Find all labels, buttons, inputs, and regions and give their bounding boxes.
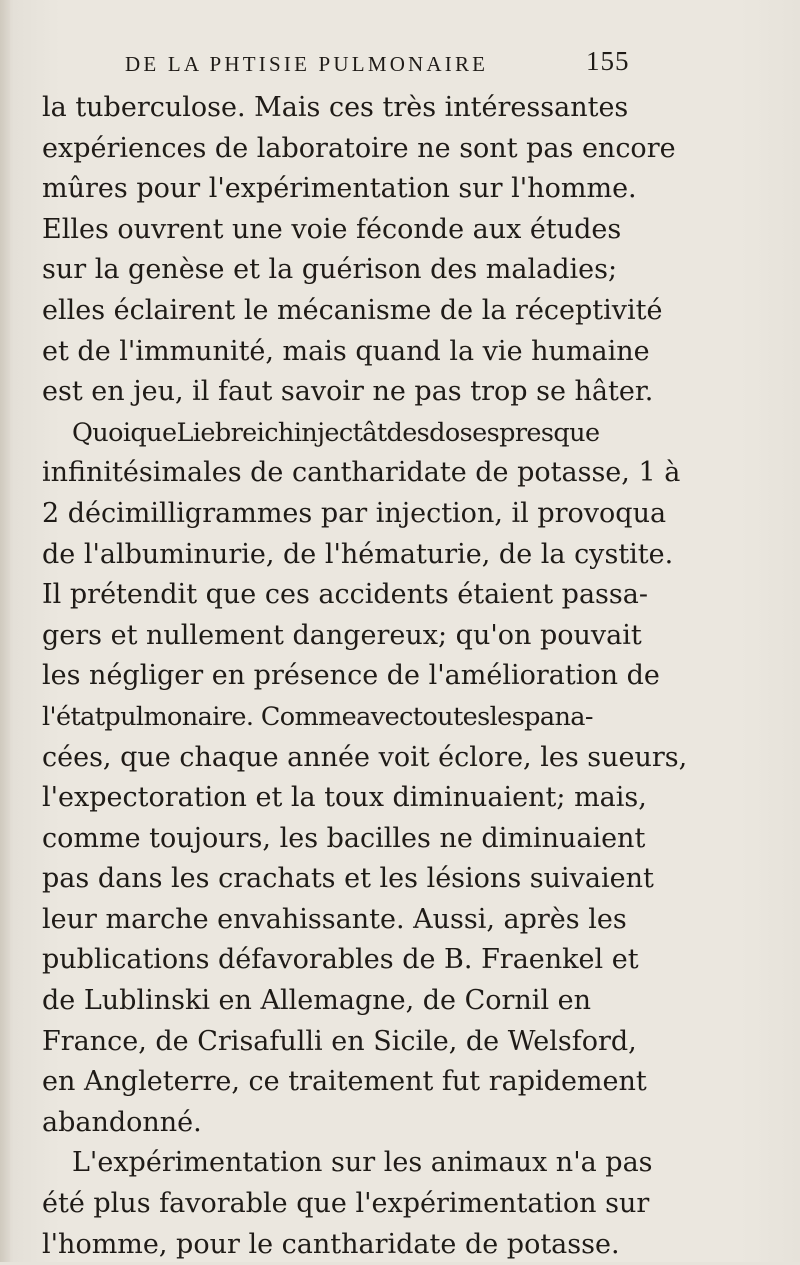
text-line: publications défavorables de B. Fraenkel et	[42, 944, 639, 976]
text-line: de l'albuminurie, de l'hématurie, de la cystite.	[42, 538, 674, 570]
text-line: France, de Crisafulli en Sicile, de Welsford,	[42, 1025, 637, 1057]
text-line: l'étatpulmonaire. Commeavectouteslespana-	[42, 701, 593, 732]
text-line: en Angleterre, ce traitement fut rapidement	[42, 1066, 647, 1098]
text-line: l'homme, pour le cantharidate de potasse.	[42, 1228, 620, 1260]
text-line: de Lublinski en Allemagne, de Cornil en	[42, 985, 592, 1017]
text-line: gers et nullement dangereux; qu'on pouvait	[42, 619, 642, 651]
text-line: et de l'immunité, mais quand la vie humaine	[42, 335, 650, 367]
text-line: comme toujours, les bacilles ne diminuaient	[42, 822, 646, 854]
text-line: été plus favorable que l'expérimentation sur	[42, 1188, 650, 1220]
body-text	[42, 88, 742, 1265]
text-line: abandonné.	[42, 1106, 202, 1138]
page-number: 155	[586, 46, 630, 76]
text-line: Elles ouvrent une voie féconde aux études	[42, 213, 622, 245]
text-line: infinitésimales de cantharidate de potasse, 1 à	[42, 457, 681, 489]
running-head-title: DE LA PHTISIE PULMONAIRE	[125, 52, 489, 76]
text-line: cées, que chaque année voit éclore, les sueurs,	[42, 741, 688, 773]
text-line: expériences de laboratoire ne sont pas encore	[42, 132, 676, 164]
text-line: sur la genèse et la guérison des maladies;	[42, 254, 618, 286]
text-line: elles éclairent le mécanisme de la réceptivité	[42, 294, 663, 326]
text-line: est en jeu, il faut savoir ne pas trop se hâter.	[42, 376, 654, 408]
text-line: 2 décimilligrammes par injection, il provoqua	[42, 497, 667, 529]
text-line: leur marche envahissante. Aussi, après les	[42, 903, 627, 935]
text-line-paragraph-start: QuoiqueLiebreichinjectâtdesdosespresque	[72, 417, 600, 448]
running-head	[0, 46, 800, 86]
page-binding-edge	[0, 0, 10, 1262]
text-line: la tuberculose. Mais ces très intéressantes	[42, 92, 629, 123]
text-line: pas dans les crachats et les lésions suivaient	[42, 863, 654, 895]
text-line: Il prétendit que ces accidents étaient passa-	[42, 579, 648, 611]
text-line: mûres pour l'expérimentation sur l'homme.	[42, 173, 637, 205]
text-line: l'expectoration et la toux diminuaient; mais,	[42, 782, 647, 814]
text-line: les négliger en présence de l'amélioration de	[42, 660, 660, 692]
text-line-paragraph-start: L'expérimentation sur les animaux n'a pas	[72, 1147, 653, 1179]
